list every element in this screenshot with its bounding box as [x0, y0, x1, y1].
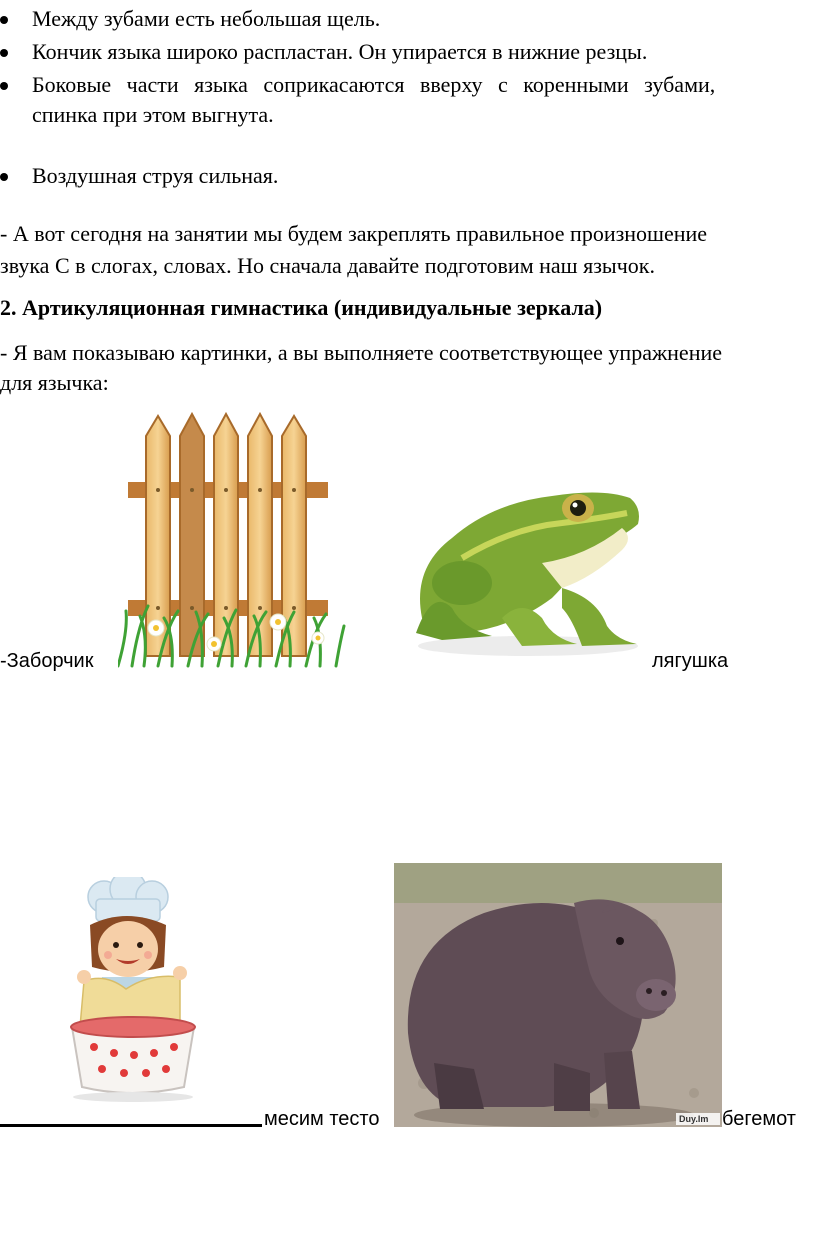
bullet-dot [0, 173, 8, 181]
cook-girl-dough-image [66, 877, 200, 1103]
fence-image [118, 406, 346, 668]
watermark-text: Duy.Im [679, 1114, 709, 1124]
hippo-caption: бегемот [722, 1108, 796, 1130]
paragraph-line: для язычка: [0, 370, 109, 395]
bullet-text: Между зубами есть небольшая щель. [32, 6, 381, 31]
frog-image [402, 468, 654, 664]
blank-underline [0, 1124, 262, 1127]
paragraph-line: - Я вам показываю картинки, а вы выполняете соответствующее упражнение [0, 340, 723, 365]
frog-caption: лягушка [652, 650, 729, 672]
bullet-text: Боковые части языка соприкасаются вверху с коренными зубами, [32, 72, 716, 97]
paragraph-line: звука С в слогах, словах. Но сначала давайте подготовим наш язычок. [0, 253, 655, 278]
bullet-text: Кончик языка широко распластан. Он упирается в нижние резцы. [32, 39, 648, 64]
bullet-dot [0, 82, 8, 90]
bullet-dot [0, 16, 8, 24]
section-heading: 2. Артикуляционная гимнастика (индивидуальные зеркала) [0, 295, 603, 320]
bullet-text: Воздушная струя сильная. [32, 163, 279, 188]
paragraph-line: - А вот сегодня на занятии мы будем закреплять правильное произношение [0, 221, 708, 246]
bullet-text-continuation: спинка при этом выгнута. [32, 102, 274, 127]
fence-caption: -Заборчик [0, 650, 94, 672]
dough-caption: месим тесто [264, 1108, 380, 1130]
bullet-dot [0, 49, 8, 57]
hippo-image [394, 863, 722, 1127]
